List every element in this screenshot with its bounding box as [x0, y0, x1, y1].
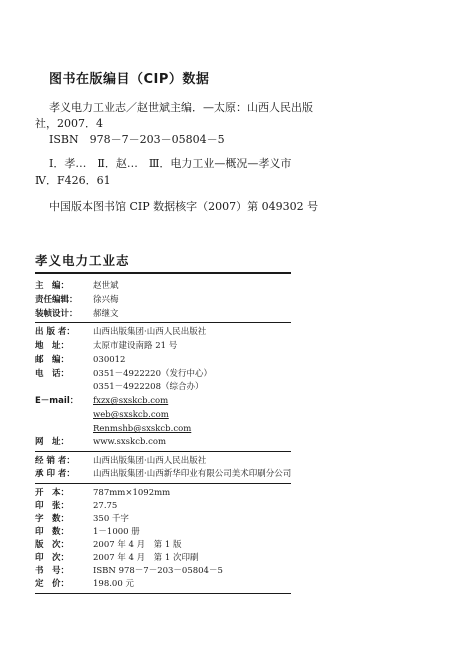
word-count-row — [35, 514, 129, 525]
website-row — [35, 437, 166, 448]
printing-row — [35, 553, 198, 564]
price-value: 198.00 元 — [93, 579, 134, 589]
price-row — [35, 579, 134, 590]
book-title: 孝义电力工业志 — [35, 253, 130, 268]
price-label: 定 价： — [35, 579, 70, 589]
printing-value: 2007 年 4 月 第 1 次印刷 — [93, 553, 199, 563]
phone-row-2 — [93, 382, 204, 393]
chief-editor-label: 主 编： — [35, 281, 70, 291]
sheets-row — [35, 501, 117, 512]
email-label: E－mail： — [35, 396, 79, 406]
print-run-value: 1－1000 册 — [93, 527, 140, 537]
edition-label: 版 次： — [35, 540, 70, 550]
printing-label: 印 次： — [35, 553, 70, 563]
sheets-value: 27.75 — [93, 501, 118, 511]
address-row — [35, 341, 177, 352]
email-link-1[interactable]: fxzx@sxskcb.com — [93, 396, 169, 406]
print-run-row — [35, 527, 140, 538]
email-row-2 — [93, 410, 169, 421]
chief-editor-row — [35, 281, 119, 292]
postcode-label: 邮 编： — [35, 355, 70, 365]
word-count-label: 字 数： — [35, 514, 70, 524]
printer-value: 山西出版集团·山西新华印业有限公司美术印刷分公司 — [93, 469, 292, 479]
distributor-row — [35, 456, 206, 467]
cip-isbn: ISBN 978－7－203－05804－5 — [49, 133, 225, 146]
cover-design-label: 装帧设计： — [35, 309, 78, 319]
edition-row — [35, 540, 181, 551]
isbn-value: ISBN 978－7－203－05804－5 — [93, 566, 223, 576]
cip-line-1: 孝义电力工业志／赵世斌主编．—太原：山西人民出版 — [49, 101, 313, 114]
chief-editor-value: 赵世斌 — [93, 281, 119, 291]
website-link[interactable]: www.sxskcb.com — [93, 437, 167, 447]
email-link-2[interactable]: web@sxskcb.com — [93, 410, 169, 420]
responsible-editor-value: 徐兴梅 — [93, 295, 119, 305]
address-label: 地 址： — [35, 341, 70, 351]
format-row — [35, 488, 170, 499]
isbn-row — [35, 566, 223, 577]
distributor-label: 经 销 者： — [35, 456, 75, 466]
title-rule — [35, 272, 291, 274]
distributor-value: 山西出版集团·山西人民出版社 — [93, 456, 207, 466]
responsible-editor-label: 责任编辑： — [35, 295, 78, 305]
email-row — [35, 396, 168, 407]
word-count-value: 350 千字 — [93, 514, 129, 524]
publisher-value: 山西出版集团·山西人民出版社 — [93, 327, 207, 337]
printer-label: 承 印 者： — [35, 469, 75, 479]
publisher-row — [35, 327, 206, 338]
cip-subjects: Ⅰ．孝… Ⅱ．赵… Ⅲ．电力工业—概况—孝义市 — [49, 157, 292, 170]
publisher-rule — [35, 451, 291, 452]
cip-classification: Ⅳ．F426．61 — [35, 174, 111, 187]
responsible-editor-row — [35, 295, 119, 306]
website-label: 网 址： — [35, 437, 70, 447]
email-row-3 — [93, 424, 191, 435]
postcode-row — [35, 355, 125, 366]
phone-label: 电 话： — [35, 369, 70, 379]
cover-design-row — [35, 309, 119, 320]
cip-line-2: 社，2007．4 — [35, 117, 103, 130]
isbn-label: 书 号： — [35, 566, 70, 576]
format-value: 787mm×1092mm — [93, 488, 171, 498]
phone-value-1: 0351－4922220（发行中心） — [93, 369, 212, 379]
phone-row — [35, 369, 212, 380]
sheets-label: 印 张： — [35, 501, 70, 511]
edition-value: 2007 年 4 月 第 1 版 — [93, 540, 182, 550]
distribution-rule — [35, 483, 291, 484]
postcode-value: 030012 — [93, 355, 126, 365]
email-link-3[interactable]: Renmshb@sxskcb.com — [93, 424, 192, 434]
cip-record-number: 中国版本图书馆 CIP 数据核字（2007）第 049302 号 — [49, 200, 319, 213]
cover-design-value: 郝继文 — [93, 309, 119, 319]
publisher-label: 出 版 者： — [35, 327, 75, 337]
address-value: 太原市建设南路 21 号 — [93, 341, 178, 351]
cip-heading: 图书在版编目（CIP）数据 — [49, 72, 210, 87]
editors-rule — [35, 322, 291, 323]
phone-value-2: 0351－4922208（综合办） — [93, 382, 204, 392]
printer-row — [35, 469, 291, 480]
format-label: 开 本： — [35, 488, 70, 498]
bottom-rule — [35, 593, 291, 594]
print-run-label: 印 数： — [35, 527, 70, 537]
